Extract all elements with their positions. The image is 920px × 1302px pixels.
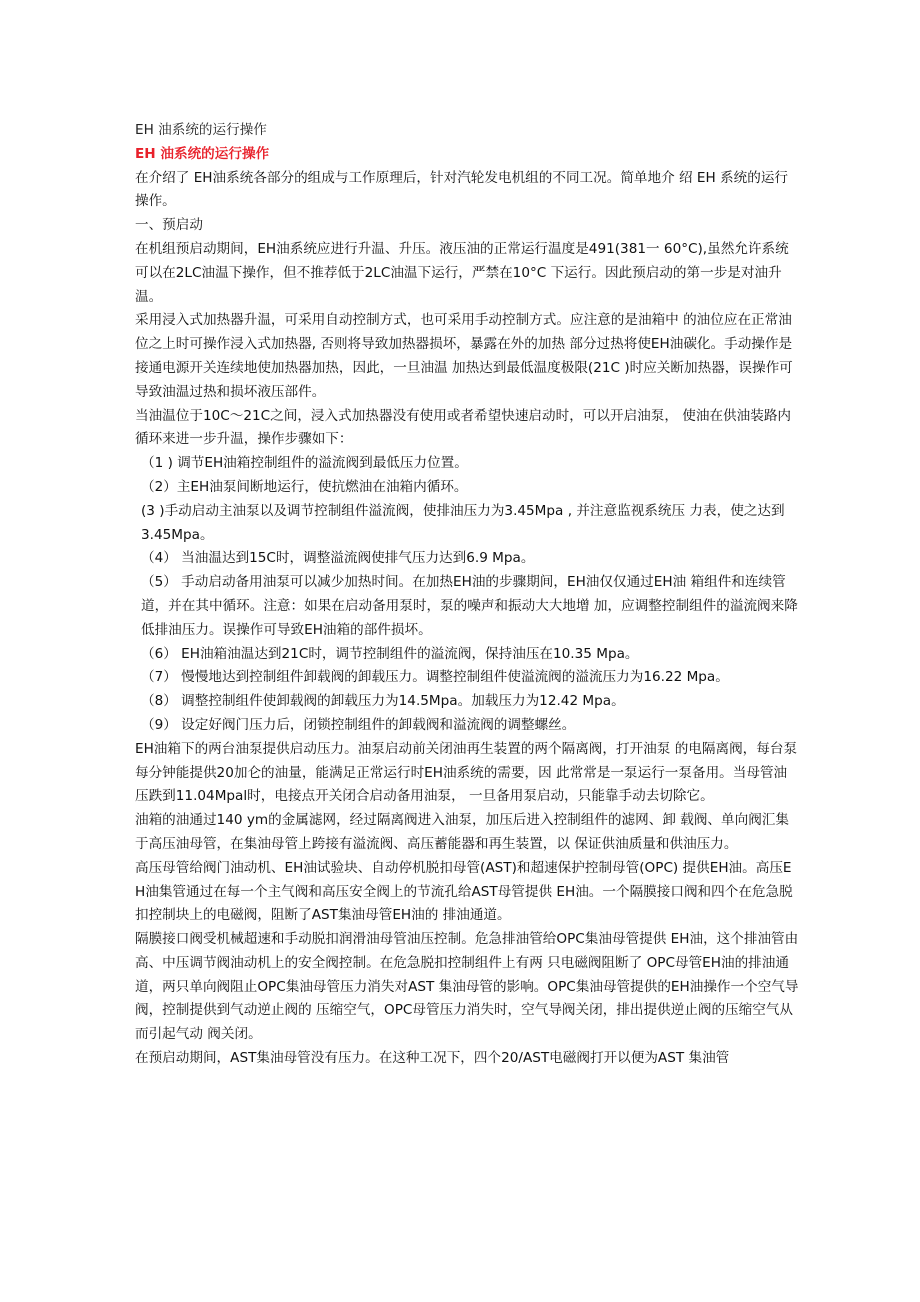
paragraph-header-supply: 高压母管给阀门油动机、EH油试验块、自动停机脱扣母管(AST)和超速保护控制母管(OPC) 提供EH油。高压EH油集管通过在每一个主气阀和高压安全阀上的节流孔给AST母管提供 EH油。一个隔膜接口阀和四个在危急脱扣控制块上的电磁阀，阻断了AST集油母管EH油的 排油通道。 xyxy=(135,859,793,924)
step-item: （9） 设定好阀门压力后，闭锁控制组件的卸载阀和溢流阀的调整螺丝。 xyxy=(141,716,576,733)
document-heading: EH 油系统的运行操作 xyxy=(135,145,270,162)
step-item: （5） 手动启动备用油泵可以减少加热时间。在加热EH油的步骤期间，EH油仅仅通过EH油 箱组件和连续管道，并在其中循环。注意：如果在启动备用泵时，泵的噪声和振动大大地增 加，应调整控制组件的溢流阀来降低排油压力。误操作可导致EH油箱的部件损坏。 xyxy=(141,574,798,638)
paragraph-warmup: 在机组预启动期间，EH油系统应进行升温、升压。液压油的正常运行温度是491(381一 60°C),虽然允许系统可以在2LC油温下操作，但不推荐低于2LC油温下运行，严禁在10°C 下运行。因此预启动的第一步是对油升温。 xyxy=(135,240,789,305)
paragraph-pump-start: 当油温位于10C〜21C之间，浸入式加热器没有使用或者希望快速启动时，可以开启油泵， 使油在供油装路内循环来进一步升温，操作步骤如下： xyxy=(135,407,792,448)
step-item: (3 )手动启动主油泵以及调节控制组件溢流阀，使排油压力为3.45Mpa , 并注意监视系统压 力表，使之达到 3.45Mpa。 xyxy=(141,502,785,543)
paragraph-diaphragm: 隔膜接口阀受机械超速和手动脱扣润滑油母管油压控制。危急排油管给OPC集油母管提供 EH油，这个排油管由高、中压调节阀油动机上的安全阀控制。在危急脱扣控制组件上有两 只电磁阀阻断了 OPC母管EH油的排油通道，两只单向阀阻止OPC集油母管压力消失对AST 集油母管的影响。OPC集油母管提供的EH油操作一个空气导阀，控制提供到气动逆止阀的 压缩空气，OPC母管压力消失时，空气导阀关闭，排出提供逆止阀的压缩空气从而引起气动 阀关闭。 xyxy=(135,931,799,1043)
section-title-prestart: 一、预启动 xyxy=(135,217,203,234)
step-item: （2）主EH油泵间断地运行，使抗燃油在油箱内循环。 xyxy=(141,478,468,495)
paragraph-filter: 油箱的油通过140 ym的金属滤网，经过隔离阀进入油泵，加压后进入控制组件的滤网、卸 载阀、单向阀汇集于高压油母管，在集油母管上跨接有溢流阀、高压蓄能器和再生装置，以 保证供油质量和供油压力。 xyxy=(135,812,789,852)
paragraph-ast: 在预启动期间，AST集油母管没有压力。在这种工况下，四个20/AST电磁阀打开以便为AST 集油管 xyxy=(135,1050,730,1067)
paragraph-pumps: EH油箱下的两台油泵提供启动压力。油泵启动前关闭油再生装置的两个隔离阀，打开油泵 的电隔离阀，每台泵每分钟能提供20加仑的油量，能满足正常运行时EH油系统的需要，因 此常常是一泵运行一泵备用。当母管油压跌到11.04Mpal时，电接点开关闭合启动备用油泵， 一旦备用泵启动，只能靠手动去切除它。 xyxy=(135,740,798,805)
step-item: （6） EH油箱油温达到21C时，调节控制组件的溢流阀，保持油压在10.35 Mpa。 xyxy=(141,645,639,662)
paragraph-heater: 采用浸入式加热器升温，可采用自动控制方式，也可采用手动控制方式。应注意的是油箱中 的油位应在正常油位之上时可操作浸入式加热器, 否则将导致加热器损坏，暴露在外的加热 部分过热将使EH油碳化。手动操作是接通电源开关连续地使加热器加热，因此，一旦油温 加热达到最低温度极限(21C )时应关断加热器，误操作可导致油温过热和损坏液压部件。 xyxy=(135,312,793,400)
document-body xyxy=(135,119,800,1071)
step-item: （1 ) 调节EH油箱控制组件的溢流阀到最低压力位置。 xyxy=(141,455,468,472)
step-item: （4） 当油温达到15C时，调整溢流阀使排气压力达到6.9 Mpa。 xyxy=(141,550,535,567)
step-item: （7） 慢慢地达到控制组件卸载阀的卸载压力。调整控制组件使溢流阀的溢流压力为16.22 Mpa。 xyxy=(141,669,729,686)
step-item: （8） 调整控制组件使卸载阀的卸载压力为14.5Mpa。加载压力为12.42 Mpa。 xyxy=(141,693,625,710)
document-title: EH 油系统的运行操作 xyxy=(135,122,267,138)
intro-paragraph: 在介绍了 EH油系统各部分的组成与工作原理后，针对汽轮发电机组的不同工况。简单地介 绍 EH 系统的运行操作。 xyxy=(135,169,789,210)
